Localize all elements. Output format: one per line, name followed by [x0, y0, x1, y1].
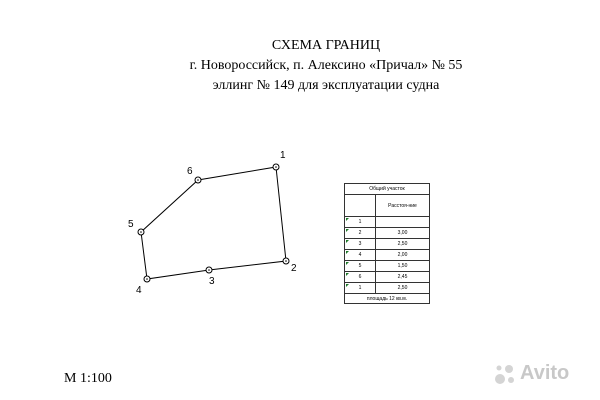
table-header: Общий участок: [345, 184, 430, 195]
point-label: 1: [280, 150, 286, 161]
area-row: [345, 294, 430, 304]
point-label: 6: [187, 166, 193, 177]
avito-watermark: Avito: [520, 362, 570, 384]
area-value: площадь 12 кв.м.: [345, 294, 430, 304]
scheme-address: г. Новороссийск, п. Алексино «Причал» № 55: [189, 58, 463, 73]
col-distance-header: Расстоя-ние: [376, 195, 430, 217]
col-point-header: [345, 195, 376, 217]
parcel-coordinates-table: [344, 183, 430, 304]
scheme-object: эллинг № 149 для эксплуатации судна: [212, 78, 440, 93]
table-row: 6 2,45: [345, 272, 430, 283]
point-label: 4: [136, 285, 142, 296]
table-row: 3 2,50: [345, 239, 430, 250]
table-row: 1: [345, 217, 430, 228]
parcel-boundary: [141, 167, 286, 279]
boundary-point-6: [187, 166, 201, 183]
table-row: 1 2,50: [345, 283, 430, 294]
scale-label: М 1:100: [64, 371, 112, 386]
avito-logo-icon: [494, 362, 518, 386]
boundary-point-3: [206, 267, 215, 287]
boundary-point-4: [136, 276, 150, 296]
boundary-point-1: [273, 150, 286, 170]
point-label: 3: [209, 276, 215, 287]
table-row: 5 1,50: [345, 261, 430, 272]
scheme-title: СХЕМА ГРАНИЦ: [271, 38, 381, 53]
boundary-point-5: [128, 219, 144, 235]
table-row: 2 3,00: [345, 228, 430, 239]
boundary-point-2: [283, 258, 297, 274]
table-row: 4 2,00: [345, 250, 430, 261]
point-label: 5: [128, 219, 134, 230]
point-label: 2: [291, 263, 297, 274]
